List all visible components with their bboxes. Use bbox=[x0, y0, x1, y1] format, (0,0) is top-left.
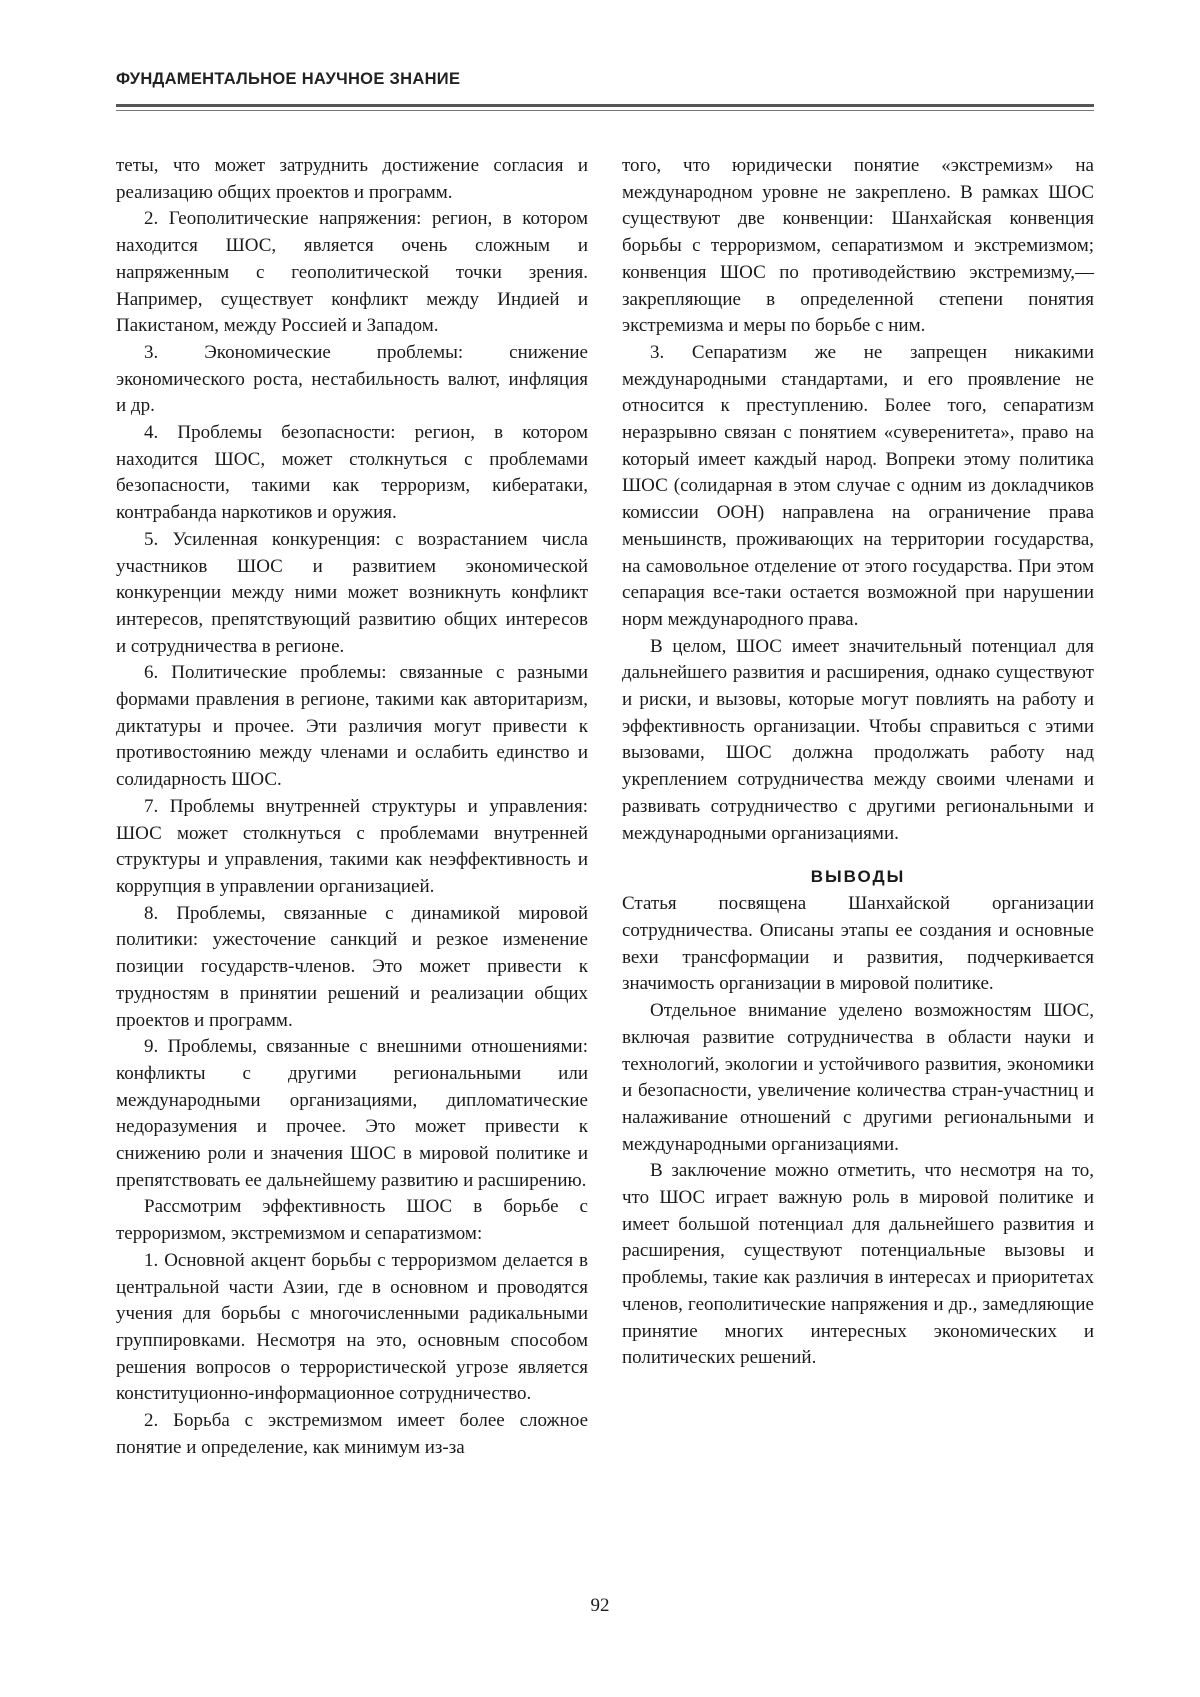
paragraph: 3. Экономические проблемы: снижение экономического роста, нестабильность валют, инфляция и др. bbox=[116, 341, 588, 417]
paragraph: В целом, ШОС имеет значительный потенциал для дальнейшего развития и расширения, однако существуют и риски, и вызовы, которые могут повлиять на работу и эффективность организации. Чтобы справиться с этими вызовами, ШОС должна продолжать работу над укреплением сотрудничества между своими членами и развивать сотрудничество с другими региональными и международными организациями. bbox=[622, 635, 1094, 844]
paragraph: В заключение можно отметить, что несмотря на то, что ШОС играет важную роль в мировой политике и имеет большой потенциал для дальнейшего развития и расширения, существуют потенциальные вызовы и проблемы, такие как различия в интересах и приоритетах членов, геополитические напряжения и др., замедляющие принятие многих интересных экономических и политических решений. bbox=[622, 1160, 1094, 1369]
header-rule-thick bbox=[116, 104, 1094, 107]
paragraph: 8. Проблемы, связанные с динамикой мировой политики: ужесточение санкций и резкое изменение позиции государств-членов. Это может привести к трудностям в принятии решений и реализации общих проектов и программ. bbox=[116, 902, 588, 1031]
paragraph: 6. Политические проблемы: связанные с разными формами правления в регионе, такими как авторитаризм, диктатуры и прочее. Эти различия могут привести к противостоянию между членами и ослабить единство и солидарность ШОС. bbox=[116, 662, 588, 791]
paragraph: 3. Сепаратизм же не запрещен никакими международными стандартами, и его проявление не относится к преступлению. Более того, сепаратизм неразрывно связан с понятием «суверенитета», право на который имеет каждый народ. Вопреки этому политика ШОС (солидарная в этом случае с одним из докладчиков комиссии ООН) направлена на ограничение права меньшинств, проживающих на территории государства, на самовольное отделение от этого государства. При этом сепарация все-таки остается возможной при нарушении норм международного права. bbox=[622, 341, 1094, 630]
header-rule-thin bbox=[116, 110, 1094, 111]
paragraph: 4. Проблемы безопасности: регион, в котором находится ШОС, может столкнуться с проблемами безопасности, такими как терроризм, кибератаки, контрабанда наркотиков и оружия. bbox=[116, 422, 588, 524]
paragraph: 2. Борьба с экстремизмом имеет более сложное понятие и определение, как минимум из-за bbox=[116, 1410, 588, 1458]
left-column bbox=[116, 153, 588, 1461]
paragraph: Рассмотрим эффективность ШОС в борьбе с терроризмом, экстремизмом и сепаратизмом: bbox=[116, 1196, 588, 1245]
paragraph: Отдельное внимание уделено возможностям ШОС, включая развитие сотрудничества в области науки и технологий, экологии и устойчивого развития, экономики и безопасности, увеличение количества стран-участниц и налаживание отношений с другими региональными и международными организациями. bbox=[622, 1000, 1094, 1155]
paragraph: 2. Геополитические напряжения: регион, в котором находится ШОС, является очень сложным и напряженным с геополитической точки зрения. Например, существует конфликт между Индией и Пакистаном, между Россией и Западом. bbox=[116, 208, 588, 337]
section-title-conclusions: ВЫВОДЫ bbox=[810, 867, 906, 887]
paragraph: теты, что может затруднить достижение согласия и реализацию общих проектов и программ. bbox=[116, 155, 588, 203]
right-column bbox=[622, 153, 1094, 1372]
paragraph: 5. Усиленная конкуренция: с возрастанием числа участников ШОС и развитием экономической конкуренции между ними может возникнуть конфликт интересов, препятствующий развитию общих интересов и сотрудничества в регионе. bbox=[116, 528, 588, 657]
header-title: ФУНДАМЕНТАЛЬНОЕ НАУЧНОЕ ЗНАНИЕ bbox=[116, 70, 461, 88]
paragraph: 9. Проблемы, связанные с внешними отношениями: конфликты с другими региональными или международными организациями, дипломатические недоразумения и прочее. Это может привести к снижению роли и значения ШОС в мировой политике и препятствовать ее дальнейшему развитию и расширению. bbox=[116, 1036, 588, 1191]
paragraph: Статья посвящена Шанхайской организации сотрудничества. Описаны этапы ее создания и основные вехи трансформации и развития, подчеркивается значимость организации в мировой политике. bbox=[622, 893, 1094, 995]
page-number: 92 bbox=[590, 1595, 610, 1616]
paragraph: 1. Основной акцент борьбы с терроризмом делается в центральной части Азии, где в основном и проводятся учения для борьбы с многочисленными радикальными группировками. Несмотря на это, основным способом решения вопросов о террористической угрозе является конституционно-информационное сотрудничество. bbox=[116, 1249, 588, 1405]
paragraph: того, что юридически понятие «экстремизм» на международном уровне не закреплено. В рамках ШОС существуют две конвенции: Шанхайская конвенция борьбы с терроризмом, сепаратизмом и экстремизмом; конвенция ШОС по противодействию экстремизму,— закрепляющие в определенной степени понятия экстремизма и меры по борьбе с ним. bbox=[622, 155, 1094, 337]
running-header bbox=[116, 70, 1094, 89]
paragraph: 7. Проблемы внутренней структуры и управления: ШОС может столкнуться с проблемами внутренней структуры и управления, такими как неэффективность и коррупция в управлении организацией. bbox=[116, 795, 588, 897]
